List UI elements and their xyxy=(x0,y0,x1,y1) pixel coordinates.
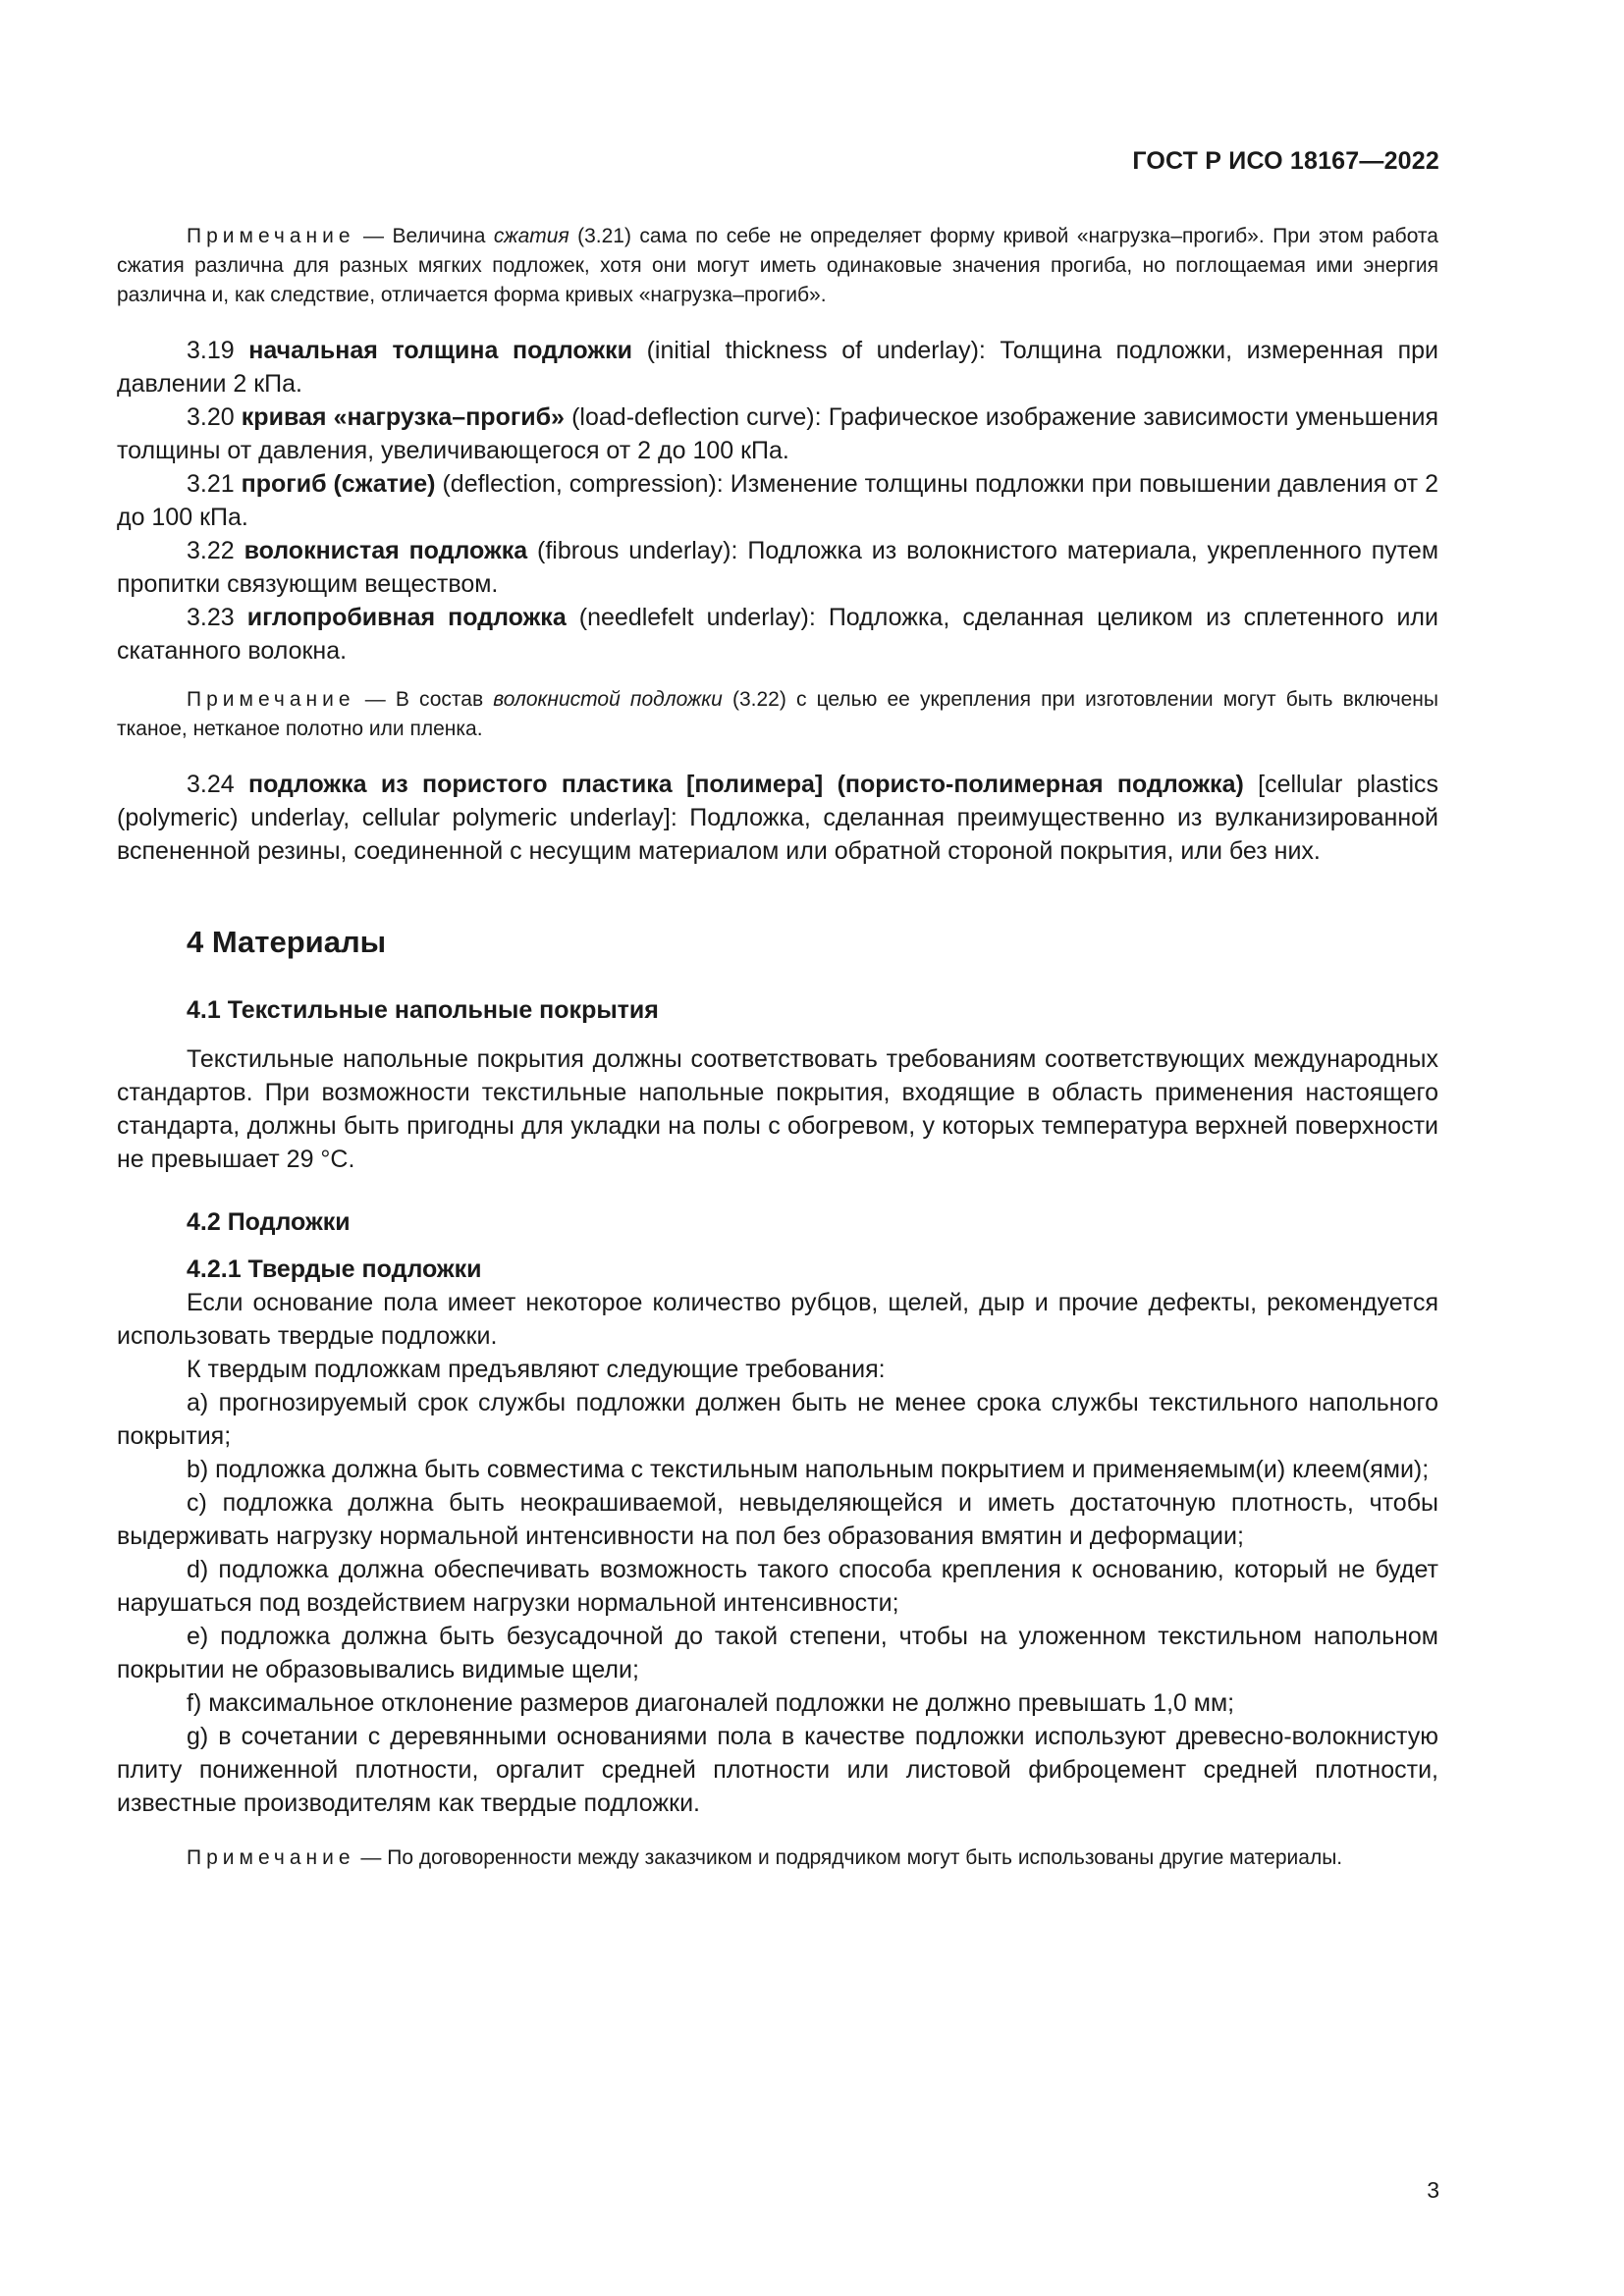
note-italic-term: сжатия xyxy=(493,225,569,247)
term: иглопробивная подложка xyxy=(246,604,567,631)
definition-3-24: 3.24 подложка из пористого пластика [полимера] (пористо-полимерная подложка) [cellular plastics (polymeric) underlay, cellular polymeric underlay]: Подложка, сделанная преимущественно из вулканизированной вспененной резины, соединенной с несущим материалом или обратной стороной покрытия, или без них. xyxy=(117,771,1438,865)
definition-3-21: 3.21 прогиб (сжатие) (deflection, compression): Изменение толщины подложки при повышении давления от 2 до 100 кПа. xyxy=(117,470,1438,531)
term: прогиб (сжатие) xyxy=(241,470,436,498)
term: кривая «нагрузка–прогиб» xyxy=(241,403,565,431)
note-compression: Примечание — Величина сжатия (3.21) сама по себе не определяет форму кривой «нагрузка–прогиб». При этом работа сжатия различна для разных мягких подложек, хотя они могут иметь одинаковые значения прогиба, но поглощаемая ими энергия различна и, как следствие, отличается форма кривых «нагрузка–прогиб». xyxy=(117,225,1438,306)
section-heading-4: 4 Материалы xyxy=(187,925,387,959)
page-number: 3 xyxy=(1427,2177,1439,2203)
list-item: d) подложка должна обеспечивать возможность такого способа крепления к основанию, который не будет нарушаться под воздействием нагрузки нормальной интенсивности; xyxy=(117,1556,1438,1617)
term: подложка из пористого пластика [полимера] (пористо-полимерная подложка) xyxy=(248,771,1244,798)
list-item: e) подложка должна быть безусадочной до такой степени, чтобы на уложенном текстильном напольном покрытии не образовывались видимые щели; xyxy=(117,1623,1438,1683)
page-content xyxy=(117,222,1438,1873)
paragraph-4-2-1-intro: Если основание пола имеет некоторое количество рубцов, щелей, дыр и прочие дефекты, рекомендуется использовать твердые подложки. xyxy=(117,1289,1438,1350)
definition-3-23: 3.23 иглопробивная подложка (needlefelt underlay): Подложка, сделанная целиком из сплетенного или скатанного волокна. xyxy=(117,604,1438,665)
note-fibrous: Примечание — В состав волокнистой подложки (3.22) с целью ее укрепления при изготовлении могут быть включены тканое, нетканое полотно или пленка. xyxy=(117,688,1438,740)
term: волокнистая подложка xyxy=(244,537,528,564)
definition-3-20: 3.20 кривая «нагрузка–прогиб» (load-deflection curve): Графическое изображение зависимости уменьшения толщины от давления, увеличивающегося от 2 до 100 кПа. xyxy=(117,403,1438,464)
document-header: ГОСТ Р ИСО 18167—2022 xyxy=(1132,147,1439,175)
list-item: a) прогнозируемый срок службы подложки должен быть не менее срока службы текстильного напольного покрытия; xyxy=(117,1389,1438,1450)
term: начальная толщина подложки xyxy=(248,337,632,364)
note-italic-term: волокнистой подложки xyxy=(493,688,723,711)
section-heading-4-2: 4.2 Подложки xyxy=(187,1208,351,1236)
paragraph-requirements-lead: К твердым подложкам предъявляют следующие требования: xyxy=(187,1356,886,1383)
list-item: c) подложка должна быть неокрашиваемой, невыделяющейся и иметь достаточную плотность, чтобы выдерживать нагрузку нормальной интенсивности на пол без образования вмятин и деформации; xyxy=(117,1489,1438,1550)
note-label: Примечание xyxy=(187,1846,355,1869)
list-item: f) максимальное отклонение размеров диагоналей подложки не должно превышать 1,0 мм; xyxy=(187,1689,1235,1717)
definition-3-22: 3.22 волокнистая подложка (fibrous underlay): Подложка из волокнистого материала, укрепленного путем пропитки связующим веществом. xyxy=(117,537,1439,598)
section-heading-4-1: 4.1 Текстильные напольные покрытия xyxy=(187,996,659,1024)
note-label: Примечание xyxy=(187,225,355,247)
list-item: g) в сочетании с деревянными основаниями пола в качестве подложки используют древесно-волокнистую плиту пониженной плотности, оргалит средней плотности или листовой фиброцемент средней плотности, известные производителям как твердые подложки. xyxy=(117,1723,1438,1817)
note-label: Примечание xyxy=(187,688,355,711)
list-item: b) подложка должна быть совместима с текстильным напольным покрытием и применяемым(и) клеем(ями); xyxy=(187,1456,1430,1483)
section-heading-4-2-1: 4.2.1 Твердые подложки xyxy=(187,1255,482,1283)
note-materials: Примечание — По договоренности между заказчиком и подрядчиком могут быть использованы другие материалы. xyxy=(187,1846,1343,1869)
paragraph-4-1: Текстильные напольные покрытия должны соответствовать требованиям соответствующих международных стандартов. При возможности текстильные напольные покрытия, входящие в область применения настоящего стандарта, должны быть пригодны для укладки на полы с обогревом, у которых температура верхней поверхности не превышает 29 °С. xyxy=(117,1045,1438,1173)
definition-3-19: 3.19 начальная толщина подложки (initial thickness of underlay): Толщина подложки, измеренная при давлении 2 кПа. xyxy=(117,337,1438,398)
